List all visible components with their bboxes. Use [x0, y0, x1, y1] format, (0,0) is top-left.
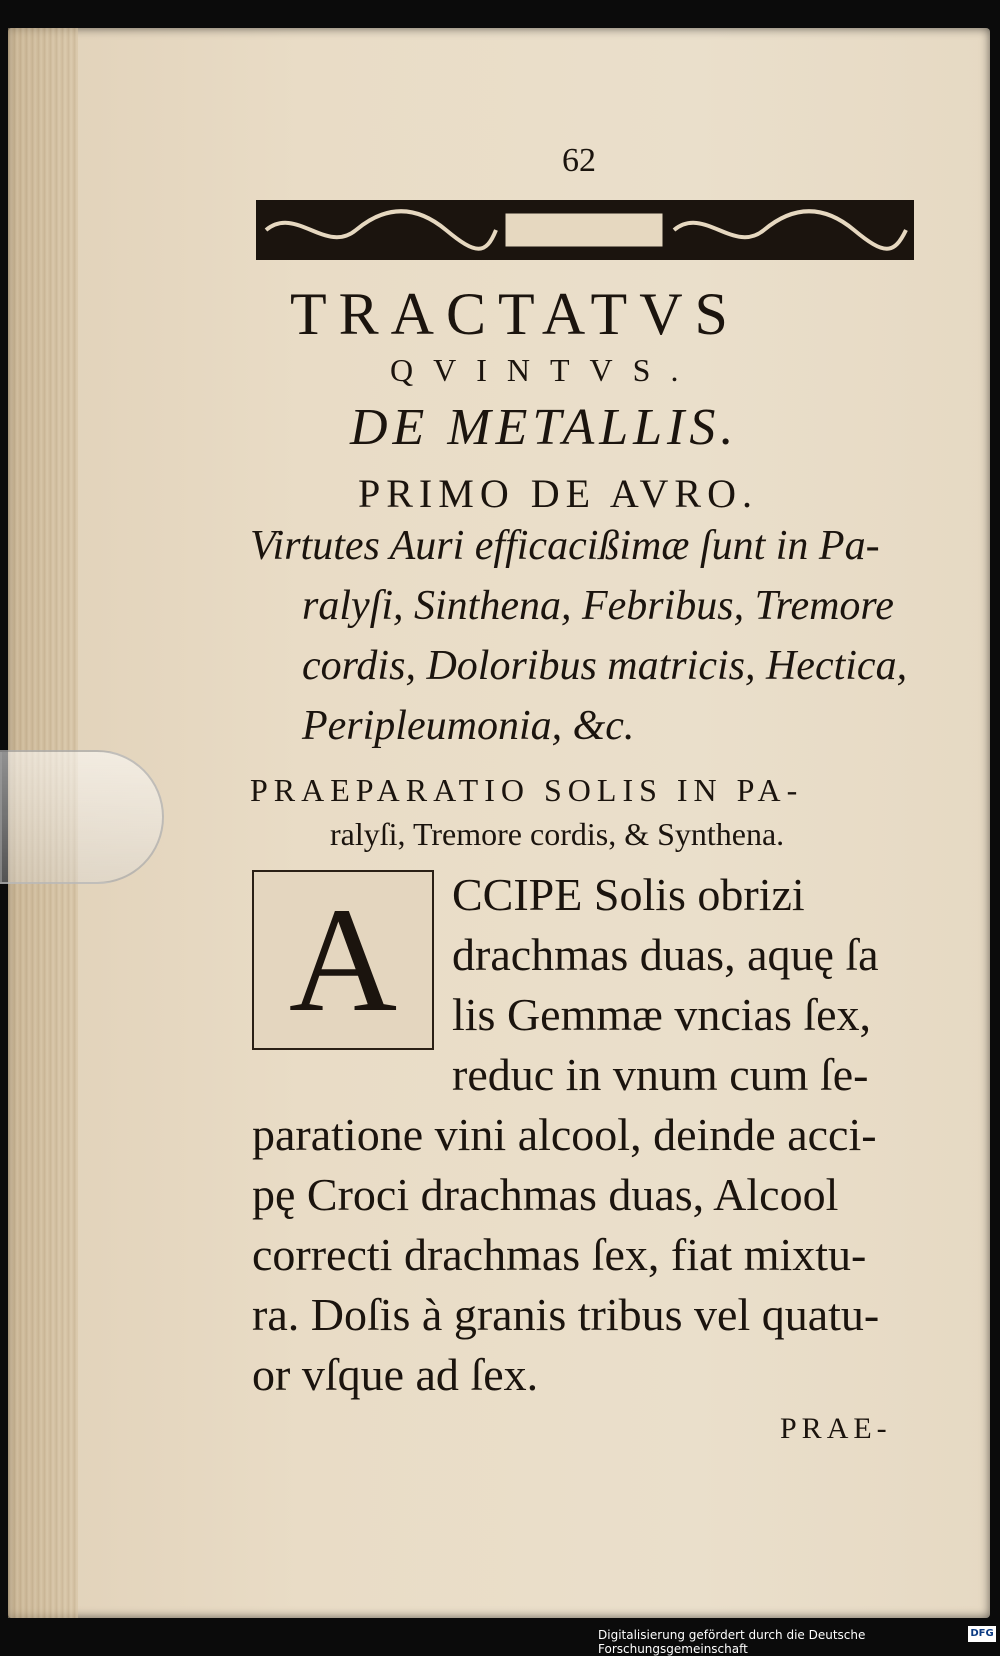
preparatio-heading: PRAEPARATIO SOLIS IN PA-	[250, 772, 804, 808]
page-clip	[0, 750, 164, 884]
virtutes-line: cordis, Doloribus matricis, Hectica,	[302, 643, 908, 689]
title-tractatus: TRACTATVS	[290, 281, 740, 347]
drop-cap	[252, 870, 434, 1050]
virtutes-line: ralyſi, Sinthena, Febribus, Tremore	[302, 583, 894, 629]
page-number: 62	[562, 142, 596, 179]
body-line: correcti drachmas ſex, fiat mixtu-	[252, 1229, 867, 1280]
digitization-credit: Digitalisierung gefördert durch die Deutsche Forschungsgemeinschaft	[598, 1628, 866, 1656]
title-primo-de-auro: PRIMO DE AVRO.	[358, 471, 758, 516]
body-line: pę Croci drachmas duas, Alcool	[252, 1169, 839, 1220]
drop-cap-letter: A	[288, 877, 398, 1043]
body-line: drachmas duas, aquę ſa	[452, 929, 879, 980]
title-quintus: QVINTVS.	[390, 352, 699, 388]
body-line: lis Gemmæ vncias ſex,	[452, 989, 872, 1040]
catchword: PRAE-	[780, 1412, 892, 1445]
body-line: or vſque ad ſex.	[252, 1349, 539, 1400]
body-line: reduc in vnum cum ſe-	[452, 1049, 869, 1100]
title-de-metallis: DE METALLIS.	[350, 399, 739, 456]
decorative-headpiece	[256, 200, 914, 260]
virtutes-line: Peripleumonia, &c.	[302, 703, 635, 749]
body-line: paratione vini alcool, deinde acci-	[252, 1109, 877, 1160]
virtutes-line: Virtutes Auri efficacißimæ ſunt in Pa-	[250, 523, 880, 569]
body-line: CCIPE Solis obrizi	[452, 869, 805, 920]
preparatio-heading: ralyſi, Tremore cordis, & Synthena.	[330, 816, 785, 852]
dfg-logo: DFG	[968, 1626, 996, 1642]
body-line: ra. Doſis à granis tribus vel quatu-	[252, 1289, 880, 1340]
